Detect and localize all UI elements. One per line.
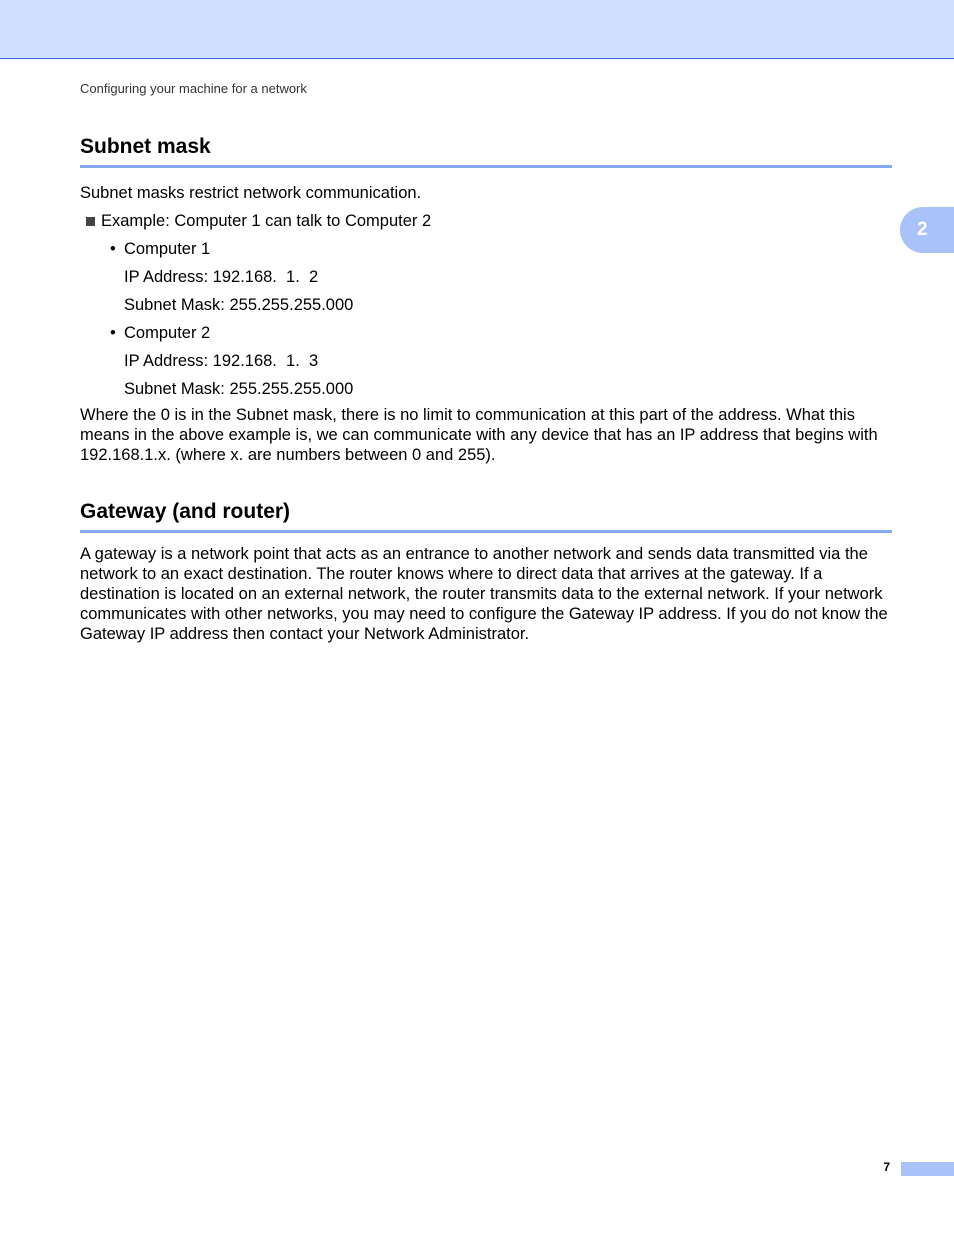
square-bullet-icon [86,217,95,226]
section-heading-subnet-mask: Subnet mask [80,133,892,168]
list-item-computer-2 [80,319,892,347]
running-header: Configuring your machine for a network [80,81,307,96]
computer-name: Computer 2 [124,324,211,342]
bullet-dot-icon: • [110,240,116,258]
gateway-paragraph: A gateway is a network point that acts as an entrance to another network and sends data transmitted via the network to an exact destination. The router knows where to direct data that arrives at the gateway. If a destination is located on an external network, the router transmits data to the external network. If your network communicates with other networks, you may need to configure the Gateway IP address. If you do not know the Gateway IP address then contact your Network Administrator. [80,545,888,643]
subnet-mask-text: Subnet Mask: 255.255.255.000 [124,296,354,314]
computer-name: Computer 1 [124,240,211,258]
intro-text: Subnet masks restrict network communication. [80,184,422,202]
page-content [80,133,892,644]
ip-address-text: IP Address: 192.168. 1. 2 [124,268,319,286]
page-number: 7 [883,1160,890,1174]
subnet-mask-text: Subnet Mask: 255.255.255.000 [124,380,354,398]
intro-line [80,179,892,207]
subnet-closing-paragraph: Where the 0 is in the Subnet mask, there is no limit to communication at this part of the address. What this means in the above example is, we can communicate with any device that has an IP address that begins with 192.168.1.x. (where x. are numbers between 0 and 255). [80,406,878,464]
header-band [0,0,954,59]
example-text: Example: Computer 1 can talk to Computer 2 [101,212,432,230]
page-number-tab [901,1162,954,1176]
chapter-tab: 2 [900,207,954,253]
computer-2-mask [80,375,892,403]
computer-1-ip [80,263,892,291]
section-heading-gateway: Gateway (and router) [80,498,892,533]
bullet-dot-icon: • [110,324,116,342]
computer-1-mask [80,291,892,319]
example-line [80,207,892,235]
computer-2-ip [80,347,892,375]
list-item-computer-1 [80,235,892,263]
ip-address-text: IP Address: 192.168. 1. 3 [124,352,319,370]
